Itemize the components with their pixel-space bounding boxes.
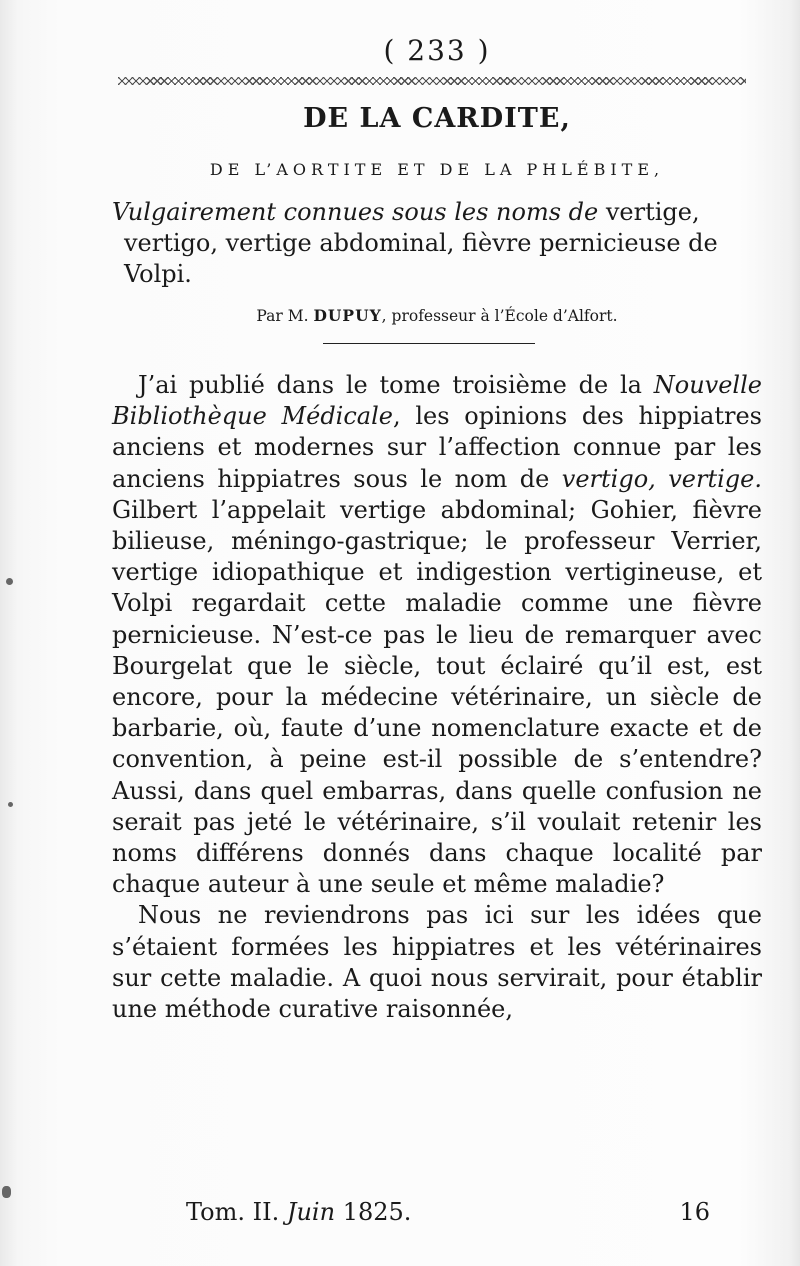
alt-names-italic: Vulgairement connues sous les noms de <box>112 198 599 226</box>
edge-speck <box>6 578 13 585</box>
paragraph: Nous ne reviendrons pas ici sur les idées que s’étaient formées les hippiatres et les vétérinaires sur cette maladie. A quoi nous servirait, pour établir une méthode curative raisonnée, <box>112 901 762 1024</box>
p1-part-c: , les opinions des hippiatres anciens et modernes sur l’affection connue par les anciens hippiatres sous le nom de <box>112 402 762 493</box>
section-rule <box>323 343 535 344</box>
byline-prefix: Par M. <box>256 307 309 325</box>
p1-part-e: Gilbert l’appelait vertige abdominal; Gohier, fièvre bilieuse, méningo-gastrique; le professeur Verrier, vertige idiopathique et indigestion vertigineuse, et Volpi regardait cette maladie comme une fièvre pernicieuse. N’est-ce pas le lieu de remarquer avec Bourgelat que le siècle, tout éclairé qu’il est, est encore, pour la médecine vétérinaire, un siècle de barbarie, où, faute d’une nomenclature exacte et de convention, à peine est-il possible de s’entendre? Aussi, dans quel embarras, dans quelle confusion ne serait pas jeté le vétérinaire, s’il voulait retenir les noms différens donnés dans chaque localité par chaque auteur à une seule et même maladie? <box>112 495 762 899</box>
volume-year: 1825. <box>342 1198 412 1226</box>
paragraph <box>112 370 762 900</box>
body-text <box>112 370 762 1025</box>
alt-names-list: vertige, vertigo, vertige abdominal, fièvre pernicieuse de Volpi. <box>124 198 718 288</box>
volume-month: Juin <box>286 1198 336 1226</box>
article-alt-names <box>112 197 762 290</box>
author-name: DUPUY <box>313 306 382 325</box>
signature-mark: 16 <box>679 1198 710 1226</box>
page-footer <box>186 1198 710 1226</box>
p1-journal-title: Nouvelle Bibliothèque Médicale <box>112 371 762 431</box>
byline-affiliation: , professeur à l’École d’Alfort. <box>381 307 618 325</box>
article-subtitle: DE L’AORTITE ET DE LA PHLÉBITE, <box>209 160 665 179</box>
byline <box>112 306 762 325</box>
volume-prefix: Tom. II. <box>186 1198 280 1226</box>
ornamental-rule <box>118 77 746 85</box>
page-content <box>112 28 762 1025</box>
edge-speck <box>2 1186 11 1198</box>
article-title: DE LA CARDITE, <box>303 103 571 134</box>
p1-part-a: J’ai publié dans le tome troisième de la <box>138 371 642 399</box>
p1-term: vertigo, vertige. <box>561 464 762 493</box>
page-number: ( 233 ) <box>383 34 491 67</box>
edge-speck <box>8 802 13 807</box>
